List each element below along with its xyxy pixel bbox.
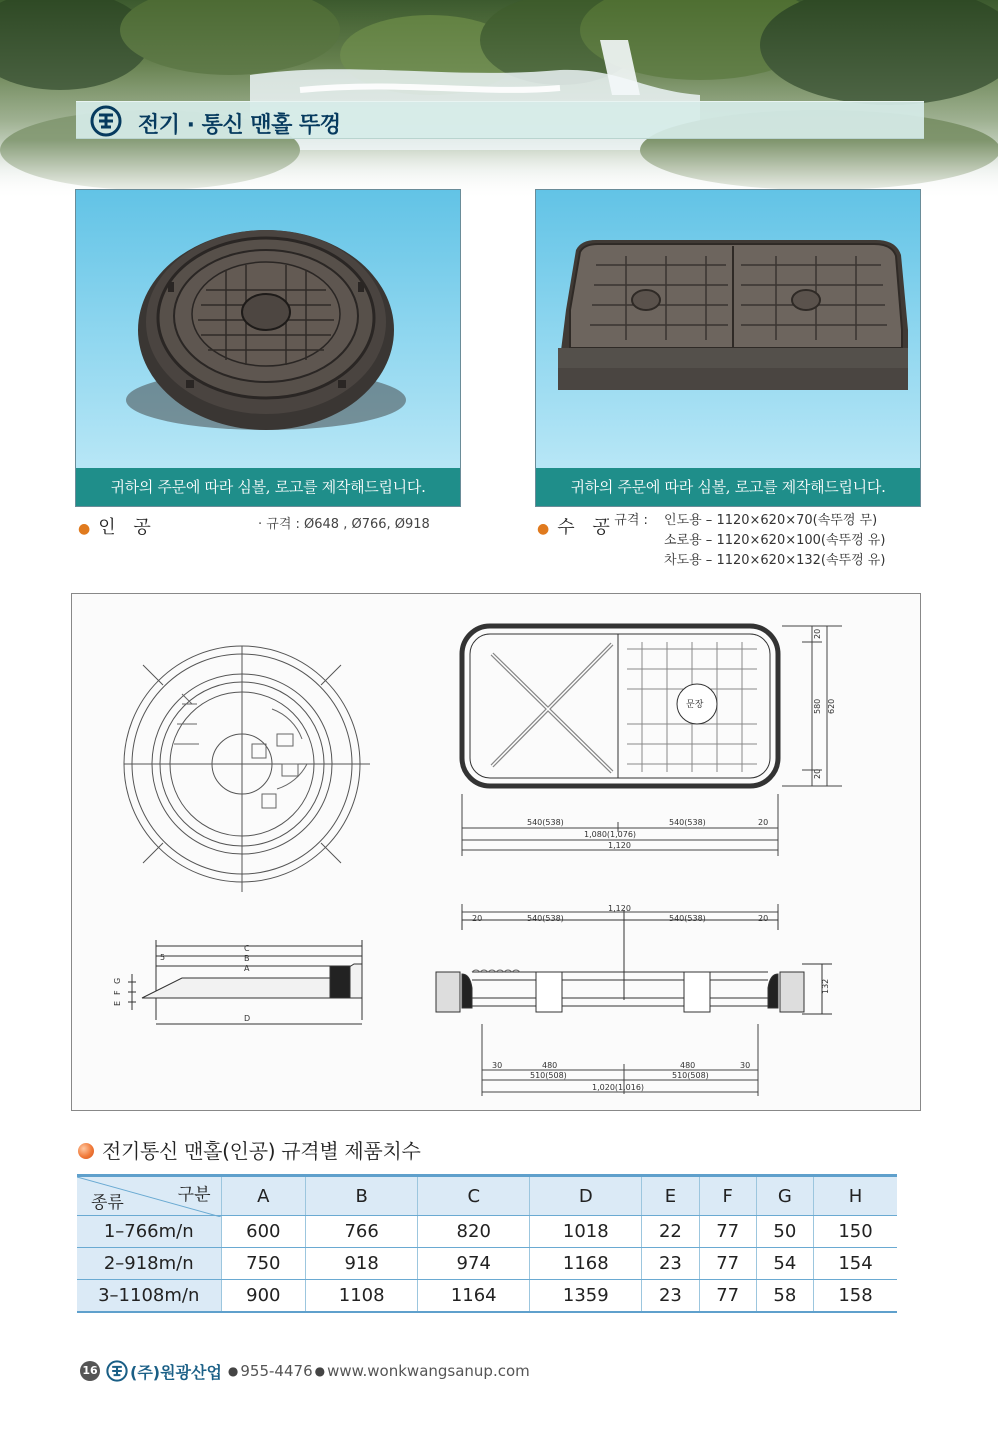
column-header: B [306,1176,418,1216]
dim-label: 620 [827,698,836,714]
header-banner [0,0,998,200]
table-cell: 58 [756,1280,813,1312]
separator-dot-icon: ● [227,1364,239,1378]
table-cell: 1018 [530,1216,642,1248]
dim-label: 20 [758,818,769,827]
column-header: G [756,1176,813,1216]
dim-label: 20 [813,628,822,639]
dim-label: 540(538) [669,914,706,923]
dim-label: 1,120 [608,841,631,850]
table-cell: 77 [699,1216,756,1248]
column-header: A [221,1176,306,1216]
table-cell: 750 [221,1248,306,1280]
stream-photo [0,0,998,200]
table-cell: 154 [813,1248,897,1280]
dim-label: 5 [160,953,166,962]
table-cell: 766 [306,1216,418,1248]
spec-round: · 규격 : Ø648 , Ø766, Ø918 [258,517,430,532]
dim-label: 20 [813,768,822,779]
product-name-rect: ● 수 공 [537,517,616,538]
title-bar [76,101,924,139]
dim-label: 510(508) [530,1071,567,1080]
wonkwang-logo-icon [90,105,122,137]
dim-label: 30 [492,1061,503,1070]
table-cell: 23 [642,1280,699,1312]
dim-label: 540(538) [527,914,564,923]
rect-manhole-photo [535,189,921,507]
rect-manhole-cover-image [536,190,921,470]
page-title: 전기 · 통신 맨홀 뚜껑 [138,113,341,138]
table-cell: 1164 [418,1280,530,1312]
rect-section-drawing [436,910,832,1014]
drawings-svg [72,594,922,1112]
technical-drawing-panel [71,593,921,1111]
table-title: 전기통신 맨홀(인공) 규격별 제품치수 [78,1135,420,1164]
photo-caption: 귀하의 주문에 따라 심볼, 로고를 제작해드립니다. [76,468,460,506]
corner-top-label: 구분 [177,1185,211,1205]
table-cell: 77 [699,1280,756,1312]
dim-label: 480 [680,1061,696,1070]
spec-rect [606,511,885,571]
dim-label: 540(538) [669,818,706,827]
photo-caption: 귀하의 주문에 따라 심볼, 로고를 제작해드립니다. [536,468,920,506]
table-cell: 158 [813,1280,897,1312]
table-cell: 150 [813,1216,897,1248]
column-header: E [642,1176,699,1216]
dim-label: 132 [821,978,830,994]
spec-line: 차도용 – 1120×620×132(속뚜껑 유) [664,553,886,568]
column-header: H [813,1176,897,1216]
table-cell: 50 [756,1216,813,1248]
round-manhole-photo [75,189,461,507]
footer [80,1359,530,1383]
row-kind: 3–1108m/n [77,1280,221,1312]
table-cell: 918 [306,1248,418,1280]
dim-label: 30 [740,1061,751,1070]
dim-label: 1,080(1,076) [584,830,637,839]
round-plan-drawing [124,646,370,892]
table-row [77,1248,897,1280]
dim-label: 1,020(1,016) [592,1083,645,1092]
table-cell: 900 [221,1280,306,1312]
table-cell: 77 [699,1248,756,1280]
dim-label: 20 [472,914,483,923]
table-row [77,1280,897,1312]
dim-label: C [244,944,250,953]
rect-plan-drawing [462,626,778,786]
row-kind: 1–766m/n [77,1216,221,1248]
table-header-row [77,1176,897,1216]
dim-label: D [244,1014,251,1023]
bullet-icon: ● [78,521,91,537]
dim-label: 20 [758,914,769,923]
spec-line: 소로용 – 1120×620×100(속뚜껑 유) [664,533,886,548]
table-cell: 600 [221,1216,306,1248]
dim-label: F [113,990,122,995]
table-cell: 820 [418,1216,530,1248]
column-header: F [699,1176,756,1216]
dim-label: 480 [542,1061,558,1070]
table-cell: 1359 [530,1280,642,1312]
row-kind: 2–918m/n [77,1248,221,1280]
dim-label: G [113,977,122,984]
page-number: 16 [80,1361,100,1381]
column-header: D [530,1176,642,1216]
bullet-icon: ● [537,521,550,537]
dim-label: 1,120 [608,904,631,913]
company-name: (주)원광산업 [130,1362,222,1382]
spec-label: · 규격 : [606,513,648,528]
table-cell: 1108 [306,1280,418,1312]
corner-bottom-label: 종류 [91,1193,124,1213]
table-cell: 1168 [530,1248,642,1280]
dim-label: 540(538) [527,818,564,827]
table-cell: 974 [418,1248,530,1280]
separator-dot-icon: ● [314,1364,326,1378]
dim-label: 510(508) [672,1071,709,1080]
dim-label: 580 [813,698,822,714]
dim-label: E [113,1000,122,1006]
stamp-label: 문장 [686,700,704,710]
phone-number: 955-4476 [240,1362,313,1380]
orange-bullet-icon [78,1143,94,1159]
dim-label: B [244,954,250,963]
table-cell: 54 [756,1248,813,1280]
spec-line: · 규격 : 인도용 – 1120×620×70(속뚜껑 무) [606,511,885,531]
table-row [77,1216,897,1248]
table-cell: 23 [642,1248,699,1280]
round-manhole-cover-image [76,190,461,470]
column-header: C [418,1176,530,1216]
dimensions-table [77,1174,897,1313]
wonkwang-logo-icon [106,1360,128,1382]
product-name-round: ● 인 공 [78,517,157,538]
corner-header-cell [77,1176,221,1216]
dim-label: A [244,964,250,973]
website-link[interactable]: www.wonkwangsanup.com [327,1362,530,1380]
table-cell: 22 [642,1216,699,1248]
